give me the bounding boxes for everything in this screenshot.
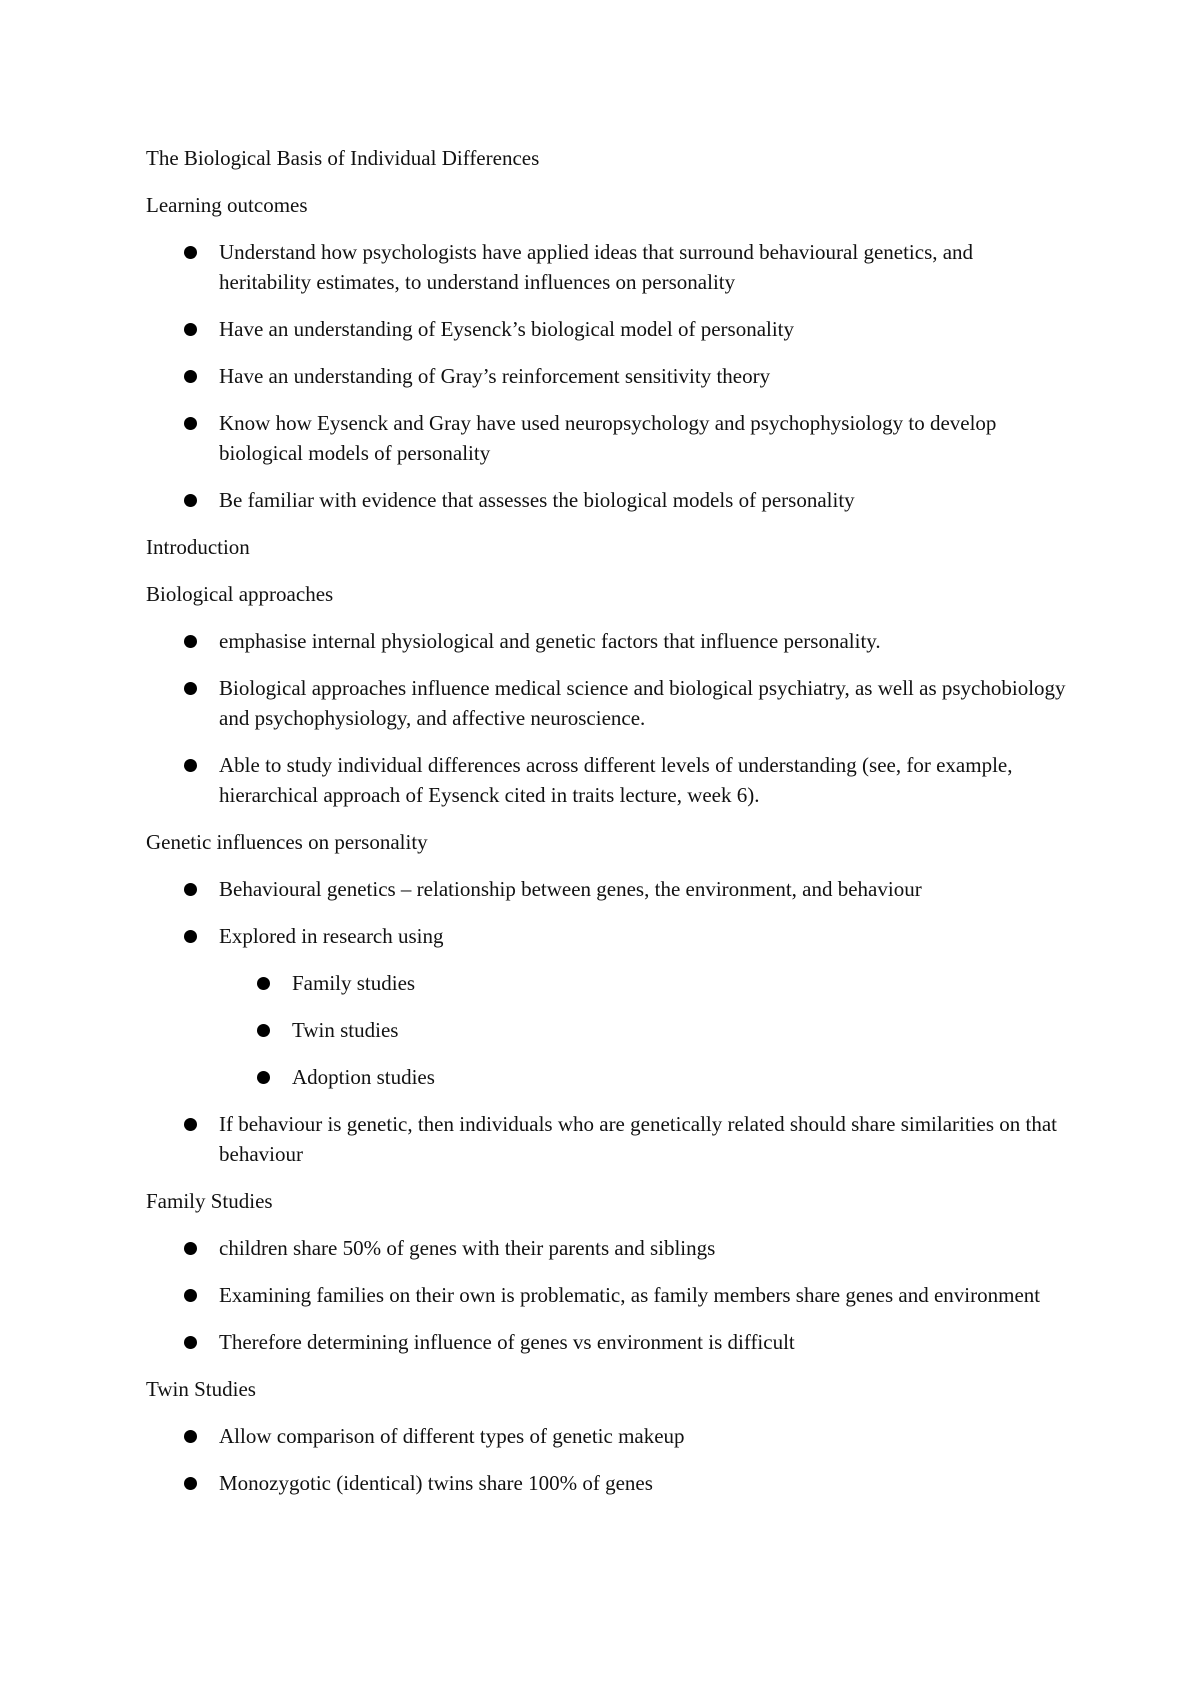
list-item-text: Know how Eysenck and Gray have used neuropsychology and psychophysiology to develop biological models of personality: [219, 411, 997, 465]
document-body: [146, 143, 1066, 1515]
bullet-icon: [184, 1118, 197, 1131]
list-item: [146, 1421, 1066, 1451]
list-item: [146, 237, 1066, 297]
list-item-text: Behavioural genetics – relationship between genes, the environment, and behaviour: [219, 877, 922, 901]
introduction-heading: Introduction: [146, 535, 250, 559]
list-item: [146, 1327, 1066, 1357]
list-item-text: Allow comparison of different types of genetic makeup: [219, 1424, 685, 1448]
bullet-icon: [184, 1430, 197, 1443]
biological-approaches-heading: Biological approaches: [146, 582, 334, 606]
list-item-text: Have an understanding of Eysenck’s biological model of personality: [219, 317, 795, 341]
list-item: [146, 408, 1066, 468]
bullet-icon: [184, 635, 197, 648]
list-item: [146, 485, 1066, 515]
list-item: [146, 1280, 1066, 1310]
list-item-text: Examining families on their own is problematic, as family members share genes and environment: [219, 1283, 1041, 1307]
list-item-text: Be familiar with evidence that assesses the biological models of personality: [219, 488, 855, 512]
family-studies-heading: Family Studies: [146, 1189, 273, 1213]
list-item: [146, 750, 1066, 810]
bullet-icon: [184, 370, 197, 383]
list-item-text: Able to study individual differences across different levels of understanding (see, for example, hierarchical approach of Eysenck cited in traits lecture, week 6).: [219, 753, 1013, 807]
sublist-item: [146, 1015, 1066, 1045]
bullet-icon: [184, 417, 197, 430]
bullet-icon: [184, 759, 197, 772]
sublist-item: [146, 968, 1066, 998]
list-item: [146, 314, 1066, 344]
bullet-icon: [184, 323, 197, 336]
sublist-item-text: Twin studies: [292, 1018, 399, 1042]
genetic-influences-heading: Genetic influences on personality: [146, 830, 428, 854]
biological-approaches-list: [146, 626, 1066, 810]
twin-studies-heading: Twin Studies: [146, 1377, 256, 1401]
learning-outcomes-list: [146, 237, 1066, 515]
bullet-icon: [184, 682, 197, 695]
list-item: [146, 921, 1066, 1092]
twin-studies-list: [146, 1421, 1066, 1498]
list-item-text: children share 50% of genes with their parents and siblings: [219, 1236, 716, 1260]
list-item-text: Have an understanding of Gray’s reinforcement sensitivity theory: [219, 364, 771, 388]
bullet-icon: [184, 1477, 197, 1490]
list-item: [146, 1109, 1066, 1169]
sublist-item-text: Family studies: [292, 971, 416, 995]
list-item: [146, 673, 1066, 733]
genetic-influences-list: [146, 874, 1066, 1169]
document-title: The Biological Basis of Individual Differences: [146, 146, 540, 170]
bullet-icon: [257, 977, 270, 990]
learning-outcomes-heading: Learning outcomes: [146, 193, 308, 217]
list-item: [146, 874, 1066, 904]
bullet-icon: [257, 1024, 270, 1037]
family-studies-list: [146, 1233, 1066, 1357]
list-item-text: emphasise internal physiological and genetic factors that influence personality.: [219, 629, 881, 653]
bullet-icon: [184, 1242, 197, 1255]
sublist-item: [146, 1062, 1066, 1092]
list-item-text: Monozygotic (identical) twins share 100% of genes: [219, 1471, 653, 1495]
bullet-icon: [184, 246, 197, 259]
list-item-text: Biological approaches influence medical science and biological psychiatry, as well as psychobiology and psychophysiology, and affective neuroscience.: [219, 676, 1066, 730]
bullet-icon: [184, 883, 197, 896]
bullet-icon: [184, 930, 197, 943]
list-item: [146, 1468, 1066, 1498]
list-item-row: [146, 921, 1066, 951]
bullet-icon: [184, 1289, 197, 1302]
list-item: [146, 1233, 1066, 1263]
research-methods-sublist: [146, 968, 1066, 1092]
list-item-text: If behaviour is genetic, then individuals who are genetically related should share similarities on that behaviour: [219, 1112, 1058, 1166]
list-item-text: Understand how psychologists have applied ideas that surround behavioural genetics, and heritability estimates, to understand influences on personality: [219, 240, 974, 294]
list-item: [146, 626, 1066, 656]
sublist-item-text: Adoption studies: [292, 1065, 435, 1089]
list-item-text: Therefore determining influence of genes vs environment is difficult: [219, 1330, 795, 1354]
list-item-text: Explored in research using: [219, 924, 444, 948]
bullet-icon: [184, 1336, 197, 1349]
bullet-icon: [257, 1071, 270, 1084]
bullet-icon: [184, 494, 197, 507]
list-item: [146, 361, 1066, 391]
